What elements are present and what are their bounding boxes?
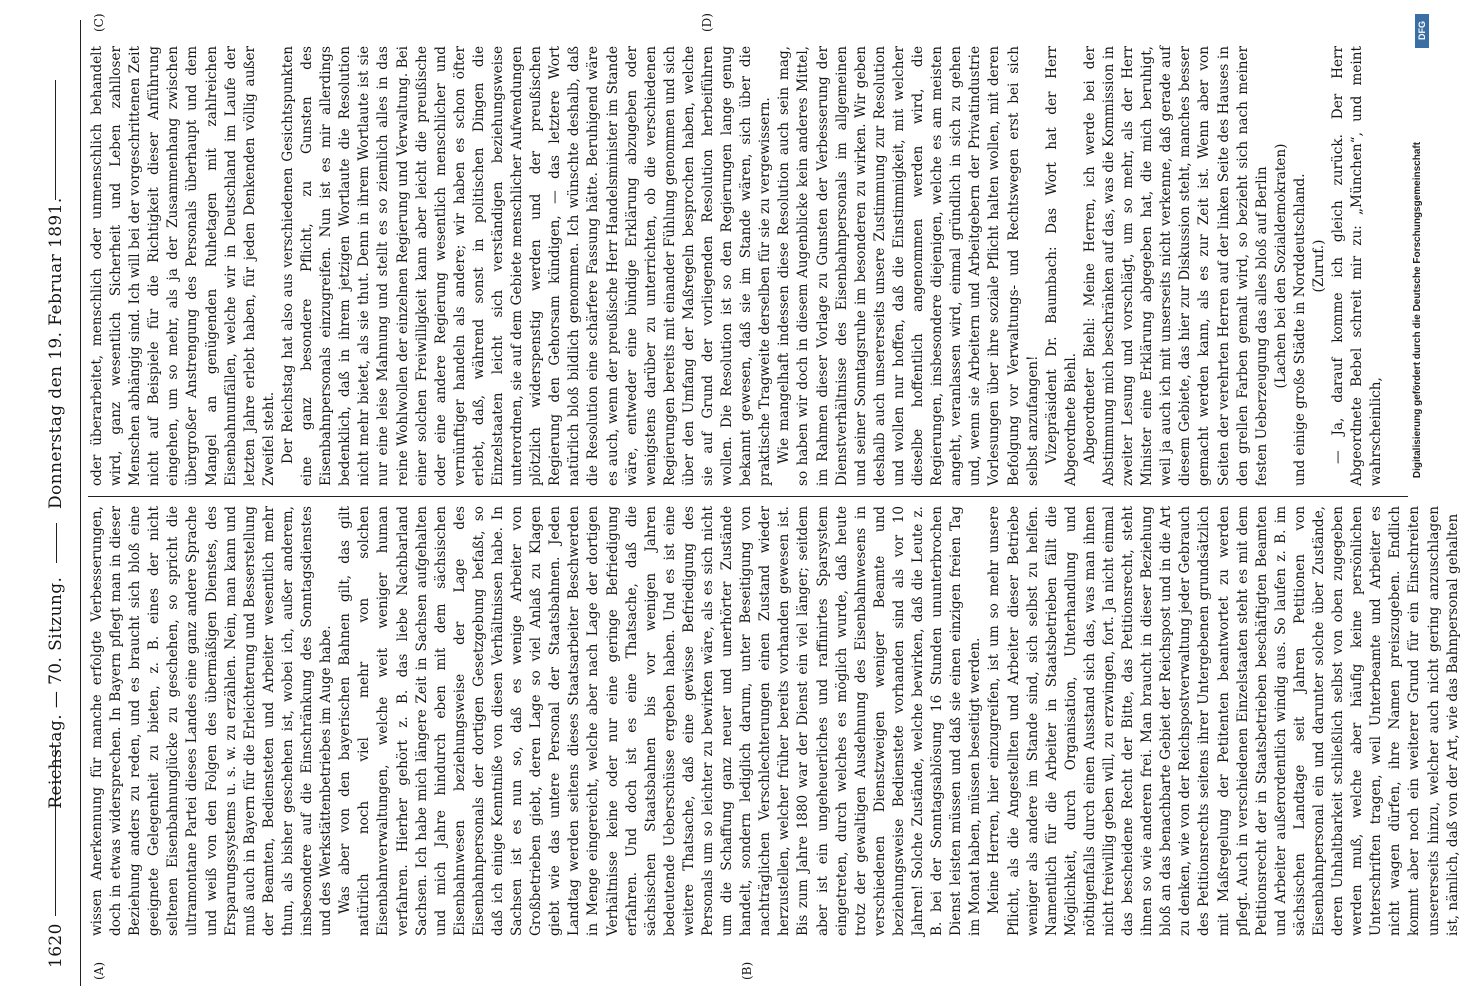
speaker-paragraph: Vizepräsident Dr. Baumbach: Das Wort hat der Herr Abgeordnete Biehl. <box>1043 46 1079 486</box>
header-rule-right <box>55 80 56 200</box>
interjection: (Lachen bei den Sozialdemokraten) <box>1272 143 1289 389</box>
header-divider <box>80 20 81 986</box>
header-title <box>46 20 66 986</box>
page-header <box>40 20 74 986</box>
attribution-text: Digitalisierung gefördert durch die Deutsche Forschungsgemeinschaft <box>1412 141 1423 479</box>
margin-marker-b: (B) <box>740 961 754 980</box>
header-dash <box>56 523 57 563</box>
page-number: 1620 <box>46 923 66 968</box>
text-column-left <box>88 506 1461 936</box>
margin-marker-c: (C) <box>92 13 106 32</box>
session-title: Reichstag. — 70. Sitzung. <box>46 576 66 809</box>
column-divider <box>88 496 1408 497</box>
margin-marker-d: (D) <box>700 13 714 32</box>
margin-marker-a: (A) <box>92 961 106 980</box>
interjection: (Zuruf.) <box>1311 239 1327 293</box>
paragraph: — Ja, darauf komme ich gleich zurück. Der Herr Abgeordnete Bebel schreit mir zu: „München“, und meint wahrscheinlich, <box>1330 46 1385 486</box>
session-date: Donnerstag den 19. Februar 1891. <box>46 197 66 510</box>
paragraph: Meine Herren, hier einzugreifen, ist um so mehr unsere Pflicht, als die Angestellten und Arbeiter dieser Betriebe weniger als andere im Stande sind, sich selbst zu helfen. Namentlich für die Arbeiter in Staatsbetrieben fällt die Möglichkeit, durch Organisation, Unterhandlung und nöthigenfalls durch einen Ausstand sich das, was man ihnen nicht freiwillig geben will, zu erzwingen, fort. Ja nicht einmal das bescheidene Recht der Bitte, das Petitionsrecht, steht ihnen so wie anderen frei. Man braucht in dieser Beziehung bloß an das benachbarte Gebiet der Reichspost und in die Art zu denken, wie von der Reichspostverwaltung jeder Gebrauch des Petitionsrechts seitens ihrer Untergebenen grundsätzlich mit Maßregelung der Petitenten beantwortet zu werden pflegt. Auch in verschiedenen Einzelstaaten steht es mit dem Petitionsrecht der in Staatsbetrieben beschäftigten Beamten und Arbeiter außerordentlich windig aus. So laufen z. B. im sächsischen Landtage seit Jahren Petitionen von Eisenbahnpersonal ein und darunter solche über Zustände, deren Unhaltbarkeit schließlich selbst von oben zugegeben werden muß, welche aber häufig keine persönlichen Unterschriften tragen, weil Unterbeamte und Arbeiter es nicht wagen dürfen, ihre Namen preiszugeben. Endlich kommt aber noch ein weiterer Grund für ein Einschreiten unsererseits hinzu, welcher auch nicht gering anzuschlagen ist, nämlich, daß von der Art, wie das Bahnpersonal gehalten <box>986 506 1461 936</box>
attribution-strip <box>1412 0 1432 1000</box>
paragraph: Wie mangelhaft indessen diese Resolution auch sein mag, so haben wir doch in diesem Augenblicke kein anderes Mittel, im Rahmen dieser Vorlage zu Gunsten der Verbesserung der Dienstverhältnisse des Eisenbahnpersonals im allgemeinen und seiner Sonntagsruhe im besonderen zu wirken. Wir geben deshalb auch unsererseits unsere Zustimmung zur Resolution und wollen nur hoffen, daß die Einstimmigkeit, mit welcher dieselbe hoffentlich angenommen werden wird, die Regierungen, insbesondere diejenigen, welche es am meisten angeht, veranlassen wird, einmal gründlich in sich zu gehen und, wenn sie Arbeitern und Arbeitgebern der Privatindustrie Vorlesungen über ihre soziale Pflicht halten wollen, mit deren Befolgung vor Verwaltungs- und Rechtswegen erst bei sich selbst anzufangen! <box>776 46 1041 486</box>
paragraph: Was aber von den bayerischen Bahnen gilt, das gilt natürlich noch viel mehr von solchen Eisenbahnverwaltungen, welche weit weniger human verfahren. Hierher gehört z. B. das liebe Nachbarland Sachsen. Ich habe mich längere Zeit in Sachsen aufgehalten und mich Jahre hindurch eben mit dem sächsischen Eisenbahnwesen beziehungsweise der Lage des Eisenbahnpersonals der dortigen Gesetzgebung befaßt, so daß ich einige Kenntniße von diesen Verhältnissen habe. In Sachsen ist es nun so, daß es wenige Arbeiter von Großbetrieben giebt, deren Lage so viel Anlaß zu Klagen giebt wie das untere Personal der Staatsbahnen. Jeden Landtag werden seitens dieses Staatsarbeiter Beschwerden in Menge eingereicht, welche aber nach Lage der dortigen Verhältnisse keine oder nur eine geringe Befriedigung erfahren. Und doch ist es eine Thatsache, daß die sächsischen Staatsbahnen bis vor wenigen Jahren bedeutende Ueberschüsse ergeben haben. Und es ist eine weitere Thatsache, daß eine gewisse Befriedigung des Personals um so leichter zu bewirken wäre, als es sich nicht um die Schaffung ganz neuer und unerhörter Zustände handelt, sondern lediglich darum, unter Beseitigung von nachträglichen Verschlechterungen einen Zustand wieder herzustellen, welcher früher bereits vorhanden gewesen ist. Bis zum Jahre 1880 war der Dienst ein viel länger; seitdem aber ist ein ungeheuerliches und raffinirtes Sparsystem eingetreten, durch welches es möglich wurde, daß heute trotz der gewaltigen Ausdehnung des Eisenbahnwesens in verschiedenen Dienstzweigen weniger Beamte und beziehungsweise Bedienstete vorhanden sind als vor 10 Jahren! Solche Zustände, welche bewirken, daß die Leute z. B. bei der Sonntagsablösung 16 Stunden ununterbrochen Dienst leisten müssen und daß sie einen einzigen freien Tag im Monat haben, müssen beseitigt werden. <box>337 506 984 936</box>
paragraph: Der Reichstag hat also aus verschiedenen Gesichtspunkten eine ganz besondere Pflicht, zu Gunsten des Eisenbahnpersonals einzugreifen. Nun ist es mir allerdings bedenklich, daß in ihrem jetzigen Wortlaute die Resolution nicht mehr bietet, als sie thut. Denn in ihrem Wortlaute ist sie nur eine leise Mahnung und stellt es so ziemlich alles in das reine Wohlwollen der einzelnen Regierung und Verwaltung. Bei einer solchen Freiwilligkeit kann aber leicht die preußische oder eine andere Regierung wesentlich menschlicher und vernünftiger handeln als andere; wir haben es schon öfter erlebt, daß, während sonst in politischen Dingen die Einzelstaaten leicht sich verständigen beziehungsweise unterordnen, sie auf dem Gebiete menschlicher Aufwendungen plötzlich widerspenstig werden und der preußischen Regierung den Gehorsam kündigen, — das letztere Wort natürlich bloß bildlich genommen. Ich wünschte deshalb, daß die Resolution eine schärfere Fassung hätte. Beruhigend wäre es auch, wenn der preußische Herr Handelsminister im Stande wäre, entweder eine bündige Erklärung abzugeben oder wenigstens darüber zu unterrichten, ob die verschiedenen Regierungen bereits mit einander Fühlung genommen und sich über den Umfang der Maßregeln besprochen haben, welche sie auf Grund der vorliegenden Resolution herbeiführen wollen. Die Resolution ist so den Regierungen lange genug bekannt gewesen, daß sie im Stande wären, sich über die praktische Tragweite derselben für sie zu vergewissern. <box>279 46 774 486</box>
paragraph: und einige große Städte in Norddeutschland. <box>1291 173 1308 486</box>
dfg-logo-icon: DFG <box>1415 14 1429 48</box>
paragraph: wissen Anerkennung für manche erfolgte Verbesserungen, doch in etwas widersprechen. In Bayern pflegt man in dieser Beziehung anders zu reden, und es braucht sich bloß eine geeignete Gelegenheit zu bieten, z. B. eines der nicht seltenen Eisenbahnunglücke zu geschehen, so spricht die ultramontane Partei dieses Landes eine ganz andere Sprache und weiß von den Folgen des übermäßigen Dienstes, des Ersparungssystems u. s. w. zu erzählen. Nein, man kann und muß auch in Bayern für die Erleichterung und Besserstellung der Beamten, Bediensteten und Arbeiter wesentlich mehr thun, als bisher geschehen ist, wobei ich, außer anderem, insbesondere auf die Einschränkung des Sonntagsdienstes und des Werkstättenbetriebes im Auge habe. <box>89 506 335 936</box>
speaker-paragraph: Abgeordneter Biehl: Meine Herren, ich werde bei der Abstimmung mich beschränken auf das, was die Kommission in zweiter Lesung und vorschlägt, um so mehr, als der Herr Minister eine Erklärung abgegeben hat, die mich beruhigt, weil ja auch ich mit unserseits nicht verkenne, daß gerade auf diesem Gebiete, das hier zur Diskussion steht, manches besser gemacht werden kann, als es zur Zeit ist. Wenn aber von Seiten der verehrten Herren auf der linken Seite des Hauses in den grellen Farben gemalt wird, so bezieht sich nach meiner festen Ueberzeugung das alles bloß auf Berlin <box>1081 46 1270 486</box>
paragraph: oder überarbeitet, menschlich oder unmenschlich behandelt wird, ganz wesentlich Sicherheit und Leben zahlloser Menschen abhängig sind. Ich will bei der vorgeschrittenen Zeit nicht auf Beispiele für die Richtigkeit dieser Anführung eingehen, um so mehr, als ja der Zusammenhang zwischen übergroßer Anstrengung des Personals überhaupt und dem Mangel an genügenden Ruhetagen mit zahlreichen Eisenbahnunfällen, welche wir in Deutschland im Laufe der letzten Jahre erlebt haben, für jeden Denkenden völlig außer Zweifel steht. <box>89 46 277 486</box>
text-column-right <box>88 46 1418 486</box>
